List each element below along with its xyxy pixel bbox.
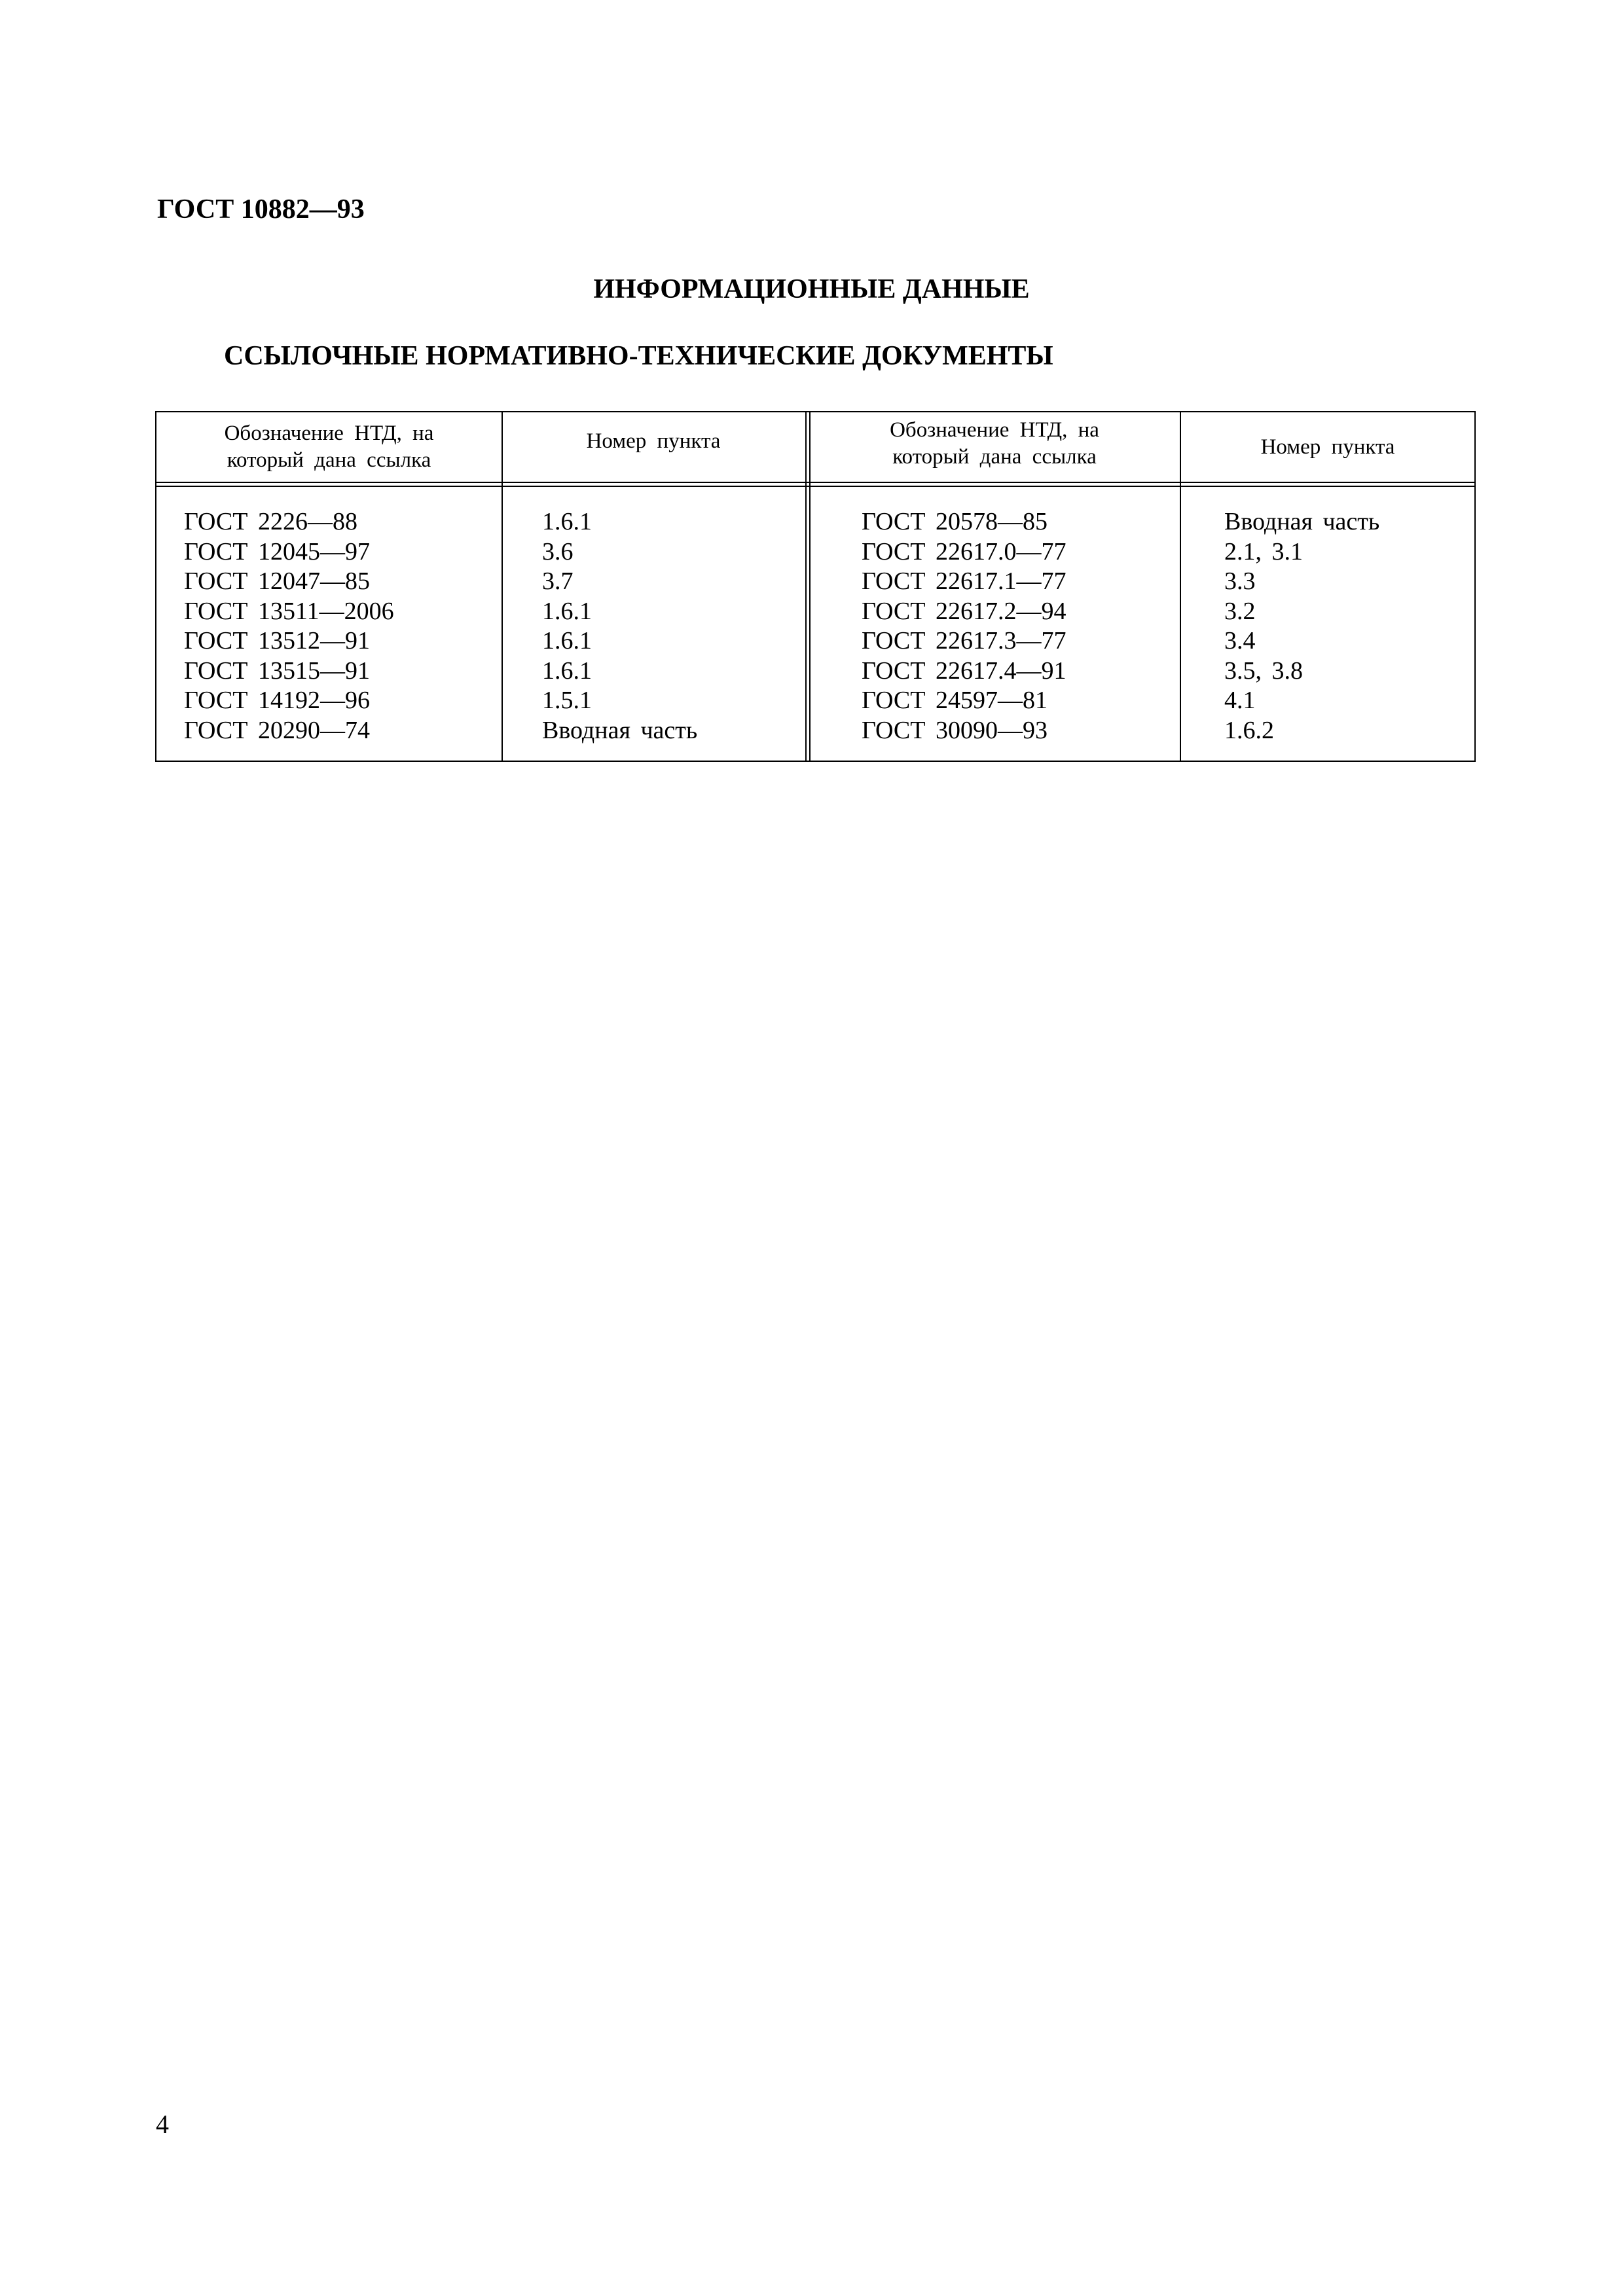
right-item-column [1224,507,1379,745]
table-cell-designation: ГОСТ 2226—88 [184,508,357,535]
header-item-number-right [1180,412,1476,482]
table-cell-designation: ГОСТ 30090—93 [862,716,1048,744]
table-cell-designation: ГОСТ 13512—91 [184,627,370,655]
table-cell-designation: ГОСТ 22617.3—77 [862,627,1067,655]
subsection-title: ССЫЛОЧНЫЕ НОРМАТИВНО-ТЕХНИЧЕСКИЕ ДОКУМЕНТЫ [224,341,1053,371]
table-cell-item: 1.6.1 [542,656,592,685]
header-divider-double [156,486,1474,487]
table-cell-designation: ГОСТ 14192—96 [184,687,370,714]
table-cell-designation: ГОСТ 22617.4—91 [862,656,1067,685]
header-designation-right [809,412,1180,482]
table-cell-designation: ГОСТ 22617.2—94 [862,597,1067,625]
header-item-number-label: Номер пункта [1260,435,1395,459]
table-cell-item: 1.6.1 [542,597,592,625]
table-cell-item: 3.5, 3.8 [1224,656,1303,685]
table-cell-item: 1.6.2 [1224,716,1274,744]
table-cell-item: 3.7 [542,567,574,595]
table-cell-item: 3.2 [1224,597,1256,625]
table-cell-item: Вводная часть [542,716,698,744]
page-number: 4 [156,2109,169,2139]
document-code: ГОСТ 10882—93 [157,194,365,224]
table-cell-item: 4.1 [1224,687,1256,714]
table-cell-designation: ГОСТ 13515—91 [184,656,370,685]
table-cell-item: 1.6.1 [542,508,592,535]
column-divider-double [805,412,807,761]
table-cell-item: 3.6 [542,537,574,565]
header-item-number-label: Номер пункта [586,429,721,453]
table-cell-designation: ГОСТ 20290—74 [184,716,370,744]
header-designation-line2: который дана ссылка [892,445,1097,469]
table-cell-item: 1.6.1 [542,627,592,655]
table-cell-designation: ГОСТ 22617.0—77 [862,537,1067,565]
table-cell-item: Вводная часть [1224,508,1380,535]
header-designation-left [156,412,501,482]
table-cell-designation: ГОСТ 13511—2006 [184,597,394,625]
table-cell-designation: ГОСТ 20578—85 [862,508,1048,535]
left-item-column [542,507,697,745]
table-cell-designation: ГОСТ 12047—85 [184,567,370,595]
table-cell-item: 1.5.1 [542,687,592,714]
header-divider-double [156,482,1474,483]
header-designation-line2: который дана ссылка [227,448,431,472]
section-title: ИНФОРМАЦИОННЫЕ ДАННЫЕ [593,274,1030,304]
table-cell-item: 3.3 [1224,567,1256,595]
table-cell-item: 2.1, 3.1 [1224,537,1303,565]
table-cell-designation: ГОСТ 24597—81 [862,687,1048,714]
header-designation-line1: Обозначение НТД, на [890,418,1099,442]
references-table [155,411,1476,762]
header-designation-line1: Обозначение НТД, на [224,422,434,445]
table-cell-designation: ГОСТ 12045—97 [184,537,370,565]
table-cell-designation: ГОСТ 22617.1—77 [862,567,1067,595]
table-cell-item: 3.4 [1224,627,1256,655]
left-designation-column [184,507,394,745]
right-designation-column [862,507,1067,745]
header-item-number-left [501,412,805,482]
